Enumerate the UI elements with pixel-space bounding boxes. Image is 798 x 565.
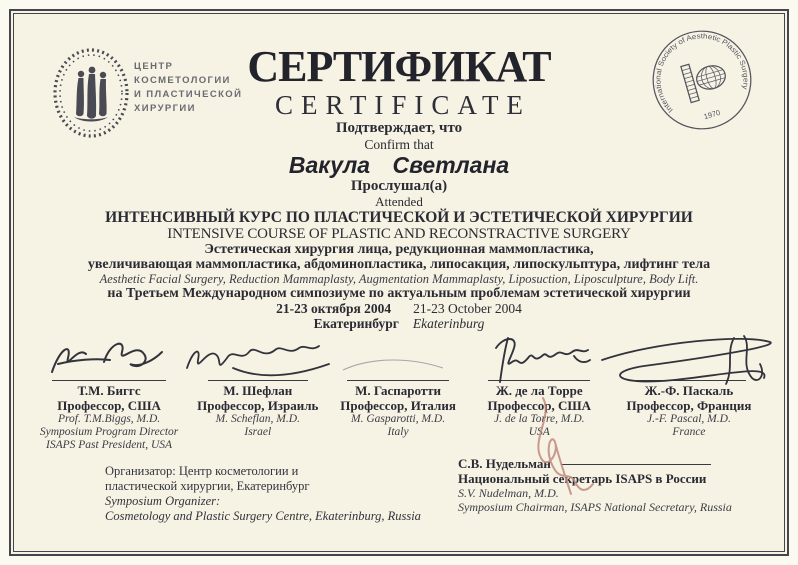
secretary-role: Национальный секретарь ISAPS в России	[458, 471, 707, 486]
signatory-role: Профессор, Италия	[340, 398, 456, 413]
signatory-pascal	[610, 334, 768, 452]
organizer-block	[105, 464, 421, 524]
seal-year: 1970	[702, 107, 722, 122]
signatory-en-line: Symposium Program Director	[39, 426, 179, 438]
attended-ru: Прослушал(а)	[350, 178, 448, 194]
city-ru: Екатеринбург	[313, 316, 399, 331]
secretary-en-line: S.V. Nudelman, M.D.	[458, 486, 559, 500]
signature-row	[30, 334, 768, 452]
title-en: CERTIFICATE	[275, 90, 531, 120]
signatory-name: Т.М. Биггс	[77, 383, 141, 398]
course-title-ru: ИНТЕНСИВНЫЙ КУРС ПО ПЛАСТИЧЕСКОЙ И ЭСТЕТИЧЕСКОЙ ХИРУРГИИ	[105, 209, 693, 226]
course-title-en: INTENSIVE COURSE OF PLASTIC AND RECONSTRACTIVE SURGERY	[167, 226, 631, 242]
signatory-name: М. Гаспаротти	[355, 383, 442, 398]
seal-ring-text: International Society of Aesthetic Plastic Surgery	[653, 31, 751, 115]
certificate-body	[0, 44, 798, 331]
symposium-ru: на Третьем Международном симпозиуме по актуальным проблемам эстетической хирургии	[107, 286, 691, 301]
logo-line: ХИРУРГИИ	[134, 103, 196, 114]
logo-line: ЦЕНТР	[134, 61, 174, 72]
attended-en: Attended	[375, 194, 423, 209]
signatory-name: Ж.-Ф. Паскаль	[644, 383, 734, 398]
signatory-role: Профессор, США	[487, 398, 592, 413]
organizer-line: пластической хирургии, Екатеринбург	[105, 479, 310, 493]
organizer-line: Организатор: Центр косметологии и	[105, 464, 299, 478]
dates-en: 21-23 October 2004	[413, 301, 522, 316]
title-ru: СЕРТИФИКАТ	[247, 42, 551, 91]
signatory-role: Профессор, Франция	[626, 398, 752, 413]
signatory-role: Профессор, США	[57, 398, 161, 413]
signatory-en-line: Prof. T.M.Biggs, M.D.	[57, 413, 161, 425]
nudelman-red-signature-icon	[505, 396, 620, 501]
course-topics-ru-2: увеличивающая маммопластика, абдоминопластика, липосакция, липоскульптура, лифтинг тела	[87, 257, 711, 272]
signatory-name: М. Шефлан	[223, 383, 293, 398]
city-en: Ekaterinburg	[412, 316, 485, 331]
course-topics-en: Aesthetic Facial Surgery, Reduction Mammaplasty, Augmentation Mammaplasty, Liposuction, Liposculpture, Body Lift.	[99, 272, 699, 286]
signature-biggs-icon	[30, 334, 188, 380]
signatory-scheflan	[188, 334, 327, 452]
event-city	[0, 316, 798, 331]
signature-line	[208, 380, 308, 381]
course-topics-ru-1: Эстетическая хирургия лица, редукционная маммопластика,	[204, 242, 594, 257]
signature-pascal-icon	[610, 334, 768, 380]
signatory-biggs	[30, 334, 188, 452]
confirm-ru: Подтверждает, что	[335, 120, 463, 136]
secretary-name: С.В. Нудельман	[458, 456, 551, 471]
event-dates	[0, 301, 798, 316]
signatory-role: Профессор, Израиль	[197, 398, 319, 413]
organizer-line: Cosmetology and Plastic Surgery Centre, Ekaterinburg, Russia	[105, 509, 421, 523]
signatory-en-line: France	[672, 426, 706, 438]
signatory-en-line: USA	[528, 426, 550, 438]
signatory-en-line: Italy	[387, 426, 409, 438]
signatory-gasparotti	[327, 334, 468, 452]
logo-line: И ПЛАСТИЧЕСКОЙ	[134, 89, 243, 100]
secretary-en-line: Symposium Chairman, ISAPS National Secretary, Russia	[458, 500, 732, 514]
logo-line: КОСМЕТОЛОГИИ	[134, 75, 231, 86]
signatory-en-line: ISAPS Past President, USA	[46, 439, 173, 451]
confirm-en: Confirm that	[364, 137, 434, 152]
signatory-en-line: J. de la Torre, M.D.	[494, 413, 585, 425]
signatory-en-line: Israel	[244, 426, 272, 438]
signature-line	[347, 380, 449, 381]
signatory-name: Ж. де ла Торре	[495, 383, 583, 398]
organizer-line: Symposium Organizer:	[105, 494, 221, 508]
recipient-name: Вакула Светлана	[288, 152, 510, 178]
signature-scheflan-icon	[188, 334, 327, 380]
signature-gasparotti-icon	[327, 334, 468, 380]
signatory-en-line: M. Scheflan, M.D.	[215, 413, 300, 425]
signatory-en-line: M. Gasparotti, M.D.	[350, 413, 446, 425]
signatory-en-line: J.-F. Pascal, M.D.	[647, 413, 731, 425]
dates-ru: 21-23 октября 2004	[276, 301, 392, 316]
signature-line	[52, 380, 166, 381]
